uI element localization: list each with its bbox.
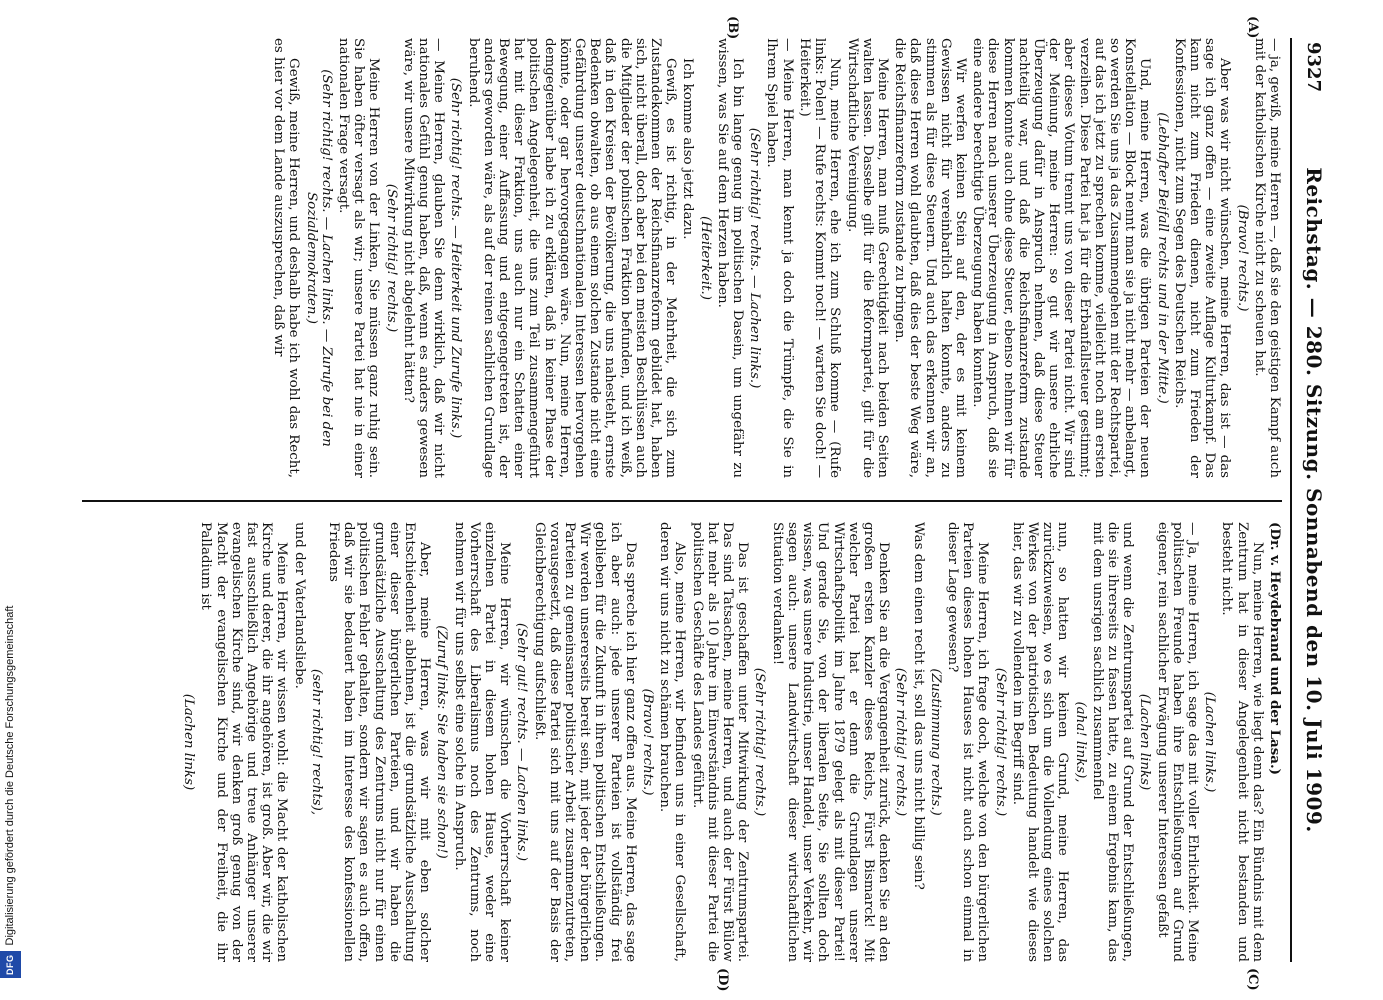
running-title: Reichstag. — 280. Sitzung. Sonnabend den 10. Juli 1909. [1302, 167, 1326, 833]
text-paragraph: Ich komme also jetzt dazu. [680, 58, 696, 240]
text-paragraph: — Ja, meine Herren, ich sage das mit voller Ehrlichkeit. Meine politischen Freunde haben ihre Entschließungen auf Grund eigener, rein sachlicher Erwägung unserer Interessen gefaßt [1154, 522, 1200, 962]
text-paragraph: nun, so hatten wir keinen Grund, meine Herren, das zurückzuweisen, wo es sich um die Vollendung eines solchen Werkes von der patriotischen Bedeutung handelt wie dieses hier, das wir zu vollenden im Begriff sind. [1009, 522, 1071, 962]
margin-letter-b: (B) [725, 16, 740, 40]
digitization-sidebar [0, 0, 26, 1000]
interjection-remark: (Sehr richtig! rechts. — Heiterkeit und Zurufe links.) [448, 77, 464, 439]
text-paragraph: Das spreche ich hier ganz offen aus. Meine Herren, das sage ich aber auch: jede unserer Parteien ist vollständig frei geblieben für die Zukunft in ihren politischen Entschließungen. Wir werden unsererseits bereit sein, mit jeder der bürgerlichen Parteien zu gemeinsamer politischer Arbeit zusammenzutreten, vorausgesetzt, daß diese Partei sich mit uns auf der Basis der Gleichberechtigung aufschließt. [531, 522, 638, 962]
interjection-remark: (Zuruf links: Sie haben sie schon!) [434, 625, 450, 859]
text-paragraph: und wenn die Zentrumspartei auf Grund der Entschließungen, die sie ihrerseits zu fassen hatte, zu einem Ergebnis kam, das mit dem unsrigen sachlich zusammenfiel [1089, 522, 1136, 962]
text-paragraph: Gewiß, es ist richtig, in der Mehrheit, die sich zum Zustandekommen der Reichsfinanzreform gebildet hat, haben sich, nicht überall, doch aber bei den meisten Beschlüssen auch die Mitglieder der polnischen Fraktion befunden, und ich weiß, daß in den Kreisen der Bevölkerung, die uns nahesteht, ernste Bedenken obwalten, ob aus einem solchen Zustande nicht eine Gefährdung unserer deutschnationalen Interessen hervorgehen könnte, oder gar hervorgegangen wäre. Nun, meine Herren, demgegenüber habe ich zu erklären, daß in keiner Phase der politischen Angelegenheit, die uns zum Teil zusammengeführt hat mit dieser Fraktion, uns auch nur ein Schatten einer Bewegung, einer Auffassung und entgegengetreten ist, der anders geworden wäre, als auf der reinen sachlichen Grundlage beruhend. [465, 38, 679, 478]
text-paragraph: Meine Herren, man muß Gerechtigkeit nach beiden Seiten walten lassen. Dasselbe gilt für die Reformpartei, gilt für die Wirtschaftliche Vereinigung. [844, 38, 890, 478]
page-content-rotated [60, 16, 1330, 992]
interjection-remark: (Lebhafter Beifall rechts und in der Mitte.) [1154, 112, 1170, 404]
text-column-right [82, 522, 1282, 962]
text-paragraph: Meine Herren von der Linken, Sie müssen ganz ruhig sein. Sie haben öfter versagt als wir; unsere Partei hat nie in einer nationalen Frage versagt. [336, 38, 382, 478]
interjection-remark: (Lachen links) [1137, 693, 1153, 791]
interjection-remark: (Sehr richtig! rechts. — Lachen links. — Zurufe bei den Sozialdemokraten.) [303, 69, 334, 447]
dfg-logo: DFG [0, 952, 21, 979]
interjection-remark: (Heiterkeit.) [697, 216, 713, 300]
margin-letter-a: (A) [1245, 16, 1260, 39]
scanned-page [60, 16, 1330, 992]
text-paragraph: Gewiß, meine Herren, und deshalb habe ich wohl das Recht, es hier vor dem Lande auszusprechen, daß wir [271, 38, 302, 478]
page-header [1290, 38, 1330, 962]
text-paragraph: Aber was wir nicht wünschen, meine Herren, das ist — das sage ich ganz offen — eine zweite Auflage Kulturkampf. Das kann nicht zum Frieden dienen, nicht zum Frieden der Konfessionen, nicht zum Segen des Deutschen Reichs. [1171, 38, 1233, 478]
header-rule [1290, 38, 1292, 962]
interjection-remark: (aha! links), [1072, 701, 1088, 783]
interjection-remark: (Zustimmung rechts.) [927, 668, 943, 816]
page-number: 9327 [1303, 42, 1324, 93]
speaker-name: (Dr. v. Heydebrand und der Lasa.) [1267, 522, 1283, 775]
text-paragraph: — ja, gewiß, meine Herren —, daß sie den geistigen Kampf auch mit der katholischen Kirche nicht zu scheuen hat. [1251, 38, 1282, 478]
interjection-remark: (Sehr richtig! rechts.) [992, 667, 1008, 817]
text-paragraph: Wir werfen keinen Stein auf den, der es mit keinem Gewissen nicht für vereinbarlich halten konnte, anders zu stimmen als für diese Steuern. Und auch das erkennen wir an, daß diese Herren wohl glaubten, daß dies der beste Weg wäre, die Reichsfinanzreform zustande zu bringen. [892, 38, 968, 478]
text-paragraph: Was dem einen recht ist, soll das uns nicht billig sein? [910, 522, 926, 890]
interjection-remark: (Lachen links.) [1202, 691, 1218, 793]
digitization-credit-text: Digitalisierung gefördert durch die Deutsche Forschungsgemeinschaft [4, 605, 16, 946]
text-paragraph: Nun, meine Herren, ehe ich zum Schluß komme — (Rufe links: Polen! — Rufe rechts: Kommt noch! — warten Sie doch! — Heiterkeit.) [796, 38, 843, 478]
text-paragraph [1267, 522, 1282, 962]
text-paragraph: — Meine Herren, man kennt ja doch die Trümpfe, die Sie in Ihrem Spiel haben. [764, 38, 795, 478]
interjection-remark: (Bravo! rechts.) [1234, 204, 1250, 312]
text-paragraph: Meine Herren, ich frage doch, welche von den bürgerlichen Parteien dieses hohen Hauses ist nicht auch schon einmal in dieser Lage gewesen? [944, 522, 991, 962]
text-paragraph: Also, meine Herren, wir befinden uns in einer Gesellschaft, deren wir uns nicht zu schämen brauchen. [657, 522, 688, 962]
text-paragraph: und der Vaterlandsliebe. [291, 522, 307, 689]
interjection-remark: (Sehr richtig! rechts.) [752, 667, 768, 817]
interjection-remark: (Bravo! rechts.) [640, 688, 656, 796]
text-paragraph: Und, meine Herren, was die übrigen Parteien der neuen Konstellation — Block nennt man sie ja nicht mehr — anbelangt, so werden Sie uns ja das Zusammengehen mit der Rechtspartei, auf das ich jetzt zu sprechen komme, vielleicht noch am ersten verzeihen. Diese Partei hat ja für die Erbanfallsteuer gestimmt; aber dieses Votum trennt uns von dieser Partei nicht. Wir sind der Meinung, meine Herren: so gut wir unsere ehrliche Überzeugung dafür in Anspruch nehmen, daß diese Steuer nachteilig war, und daß die Reichsfinanzreform zustande kommen konnte auch ohne diese Steuer, ebenso nehmen wir für diese Herren nach unserer Überzeugung in Anspruch, daß sie eine andere berechtigte Überzeugung haben konnten. [970, 38, 1153, 478]
interjection-remark: (sehr richtig! rechts), [308, 668, 324, 816]
interjection-remark: (Sehr richtig! rechts. — Lachen links.) [747, 127, 763, 389]
text-column-left [82, 38, 1282, 478]
text-paragraph: Meine Herren, wir wünschen die Vorherrschaft keiner einzelnen Partei in diesem hohen Hause, weder eine Vorherrschaft des Liberalismus noch des Zentrums, noch nehmen wir für uns selbst eine solche in Anspruch. [451, 522, 513, 962]
margin-letter-c: (C) [1245, 968, 1260, 991]
column-divider [82, 500, 1282, 502]
text-paragraph: Denken Sie an die Vergangenheit zurück, denken Sie an den großen ersten Kanzler dieses Reichs, Fürst Bismarck! Mit welcher Partei hat er denn die Grundlagen unserer Wirtschaftspolitik im Jahre 1879 gelegt als mit dieser Partei! Und gerade Sie, von der liberalen Seite, Sie sollten doch wissen, was unsere Industrie, unser Handel, unser Verkehr, wir sagen auch: unsere Landwirtschaft dieser wirtschaftlichen Situation verdanken! [769, 522, 892, 962]
interjection-remark: (Lachen links) [181, 693, 197, 791]
text-paragraph: Ich bin lange genug im politischen Dasein, um ungefähr zu wissen, was Sie auf dem Herzen haben. [714, 38, 746, 478]
interjection-remark: (Sehr gut! rechts. — Lachen links.) [514, 622, 530, 862]
text-paragraph: Nun, meine Herren, wie liegt denn das? Ein Bündnis mit dem Zentrum hat in dieser Angelegenheit nicht bestanden und besteht nicht. [1219, 522, 1265, 962]
text-paragraph: Das ist geschaffen unter Mitwirkung der Zentrumspartei. Das sind Tatsachen, meine Herren, und auch der Fürst Bülow hat mehr als 10 Jahre im Einverständnis mit dieser Partei die politischen Geschäfte des Landes geführt. [689, 522, 751, 962]
text-paragraph: Aber, meine Herren, was wir mit eben solcher Entschiedenheit ablehnen, ist die grundsätzliche Ausschaltung einer dieser bürgerlichen Parteien, und wir haben die grundsätzliche Ausschaltung des Zentrums nicht nur für einen politischen Fehler gehalten, sondern wir sagen es auch offen, daß wir sie bedauert haben im Interesse des konfessionellen Friedens [326, 522, 433, 962]
margin-letter-d: (D) [715, 968, 730, 992]
digitization-credit [0, 18, 21, 978]
text-paragraph: Meine Herren, wir wissen wohl: die Macht der katholischen Kirche und derer, die ihr angehören, ist groß. Aber wir, die wir fast ausschließlich Angehörige und treue Anhänger unserer evangelischen Kirche sind, wir denken groß genug von der Macht der evangelischen Kirche und der Freiheit, die ihr Palladium ist [198, 522, 290, 962]
text-paragraph: — Meine Herren, glauben Sie denn wirklich, daß wir nicht nationales Gefühl genug haben, daß, wenn es anders gewesen wäre, wir unsere Mitwirkung nicht abgelehnt hätten? [400, 38, 447, 478]
interjection-remark: (Sehr richtig! rechts.) [893, 667, 909, 817]
interjection-remark: (Sehr richtig! rechts.) [383, 183, 399, 333]
